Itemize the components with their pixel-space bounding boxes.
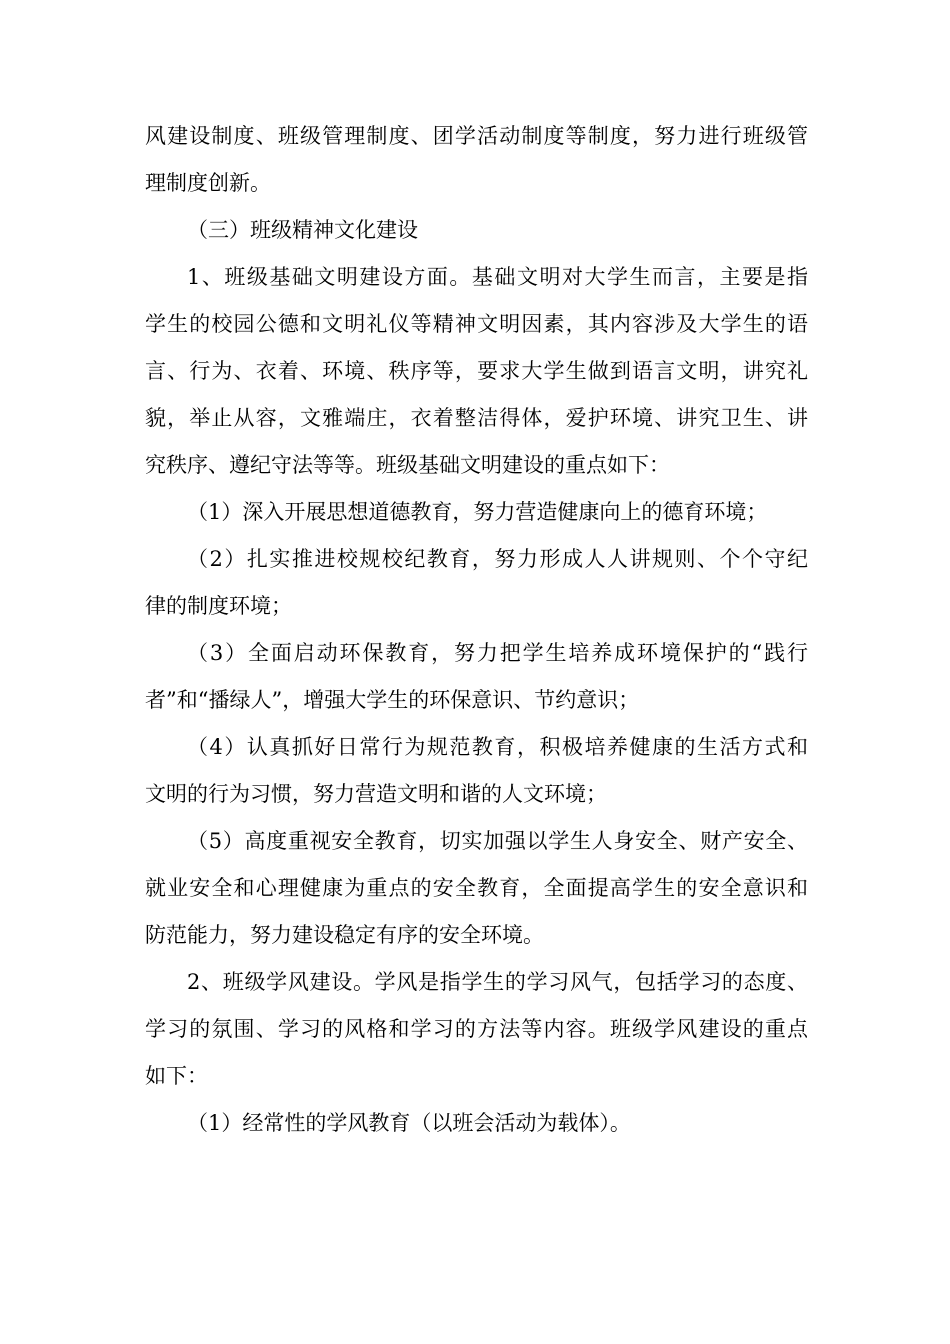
- document-body: [145, 113, 808, 1147]
- text-line: 文明的行为习惯，努力营造文明和谐的人文环境；: [145, 782, 607, 806]
- text-line: 学生的校园公德和文明礼仪等精神文明因素，其内容涉及大学生的语: [145, 312, 808, 336]
- list-item-1: [145, 489, 808, 536]
- text-line: 学习的氛围、学习的风格和学习的方法等内容。班级学风建设的重点: [145, 1017, 808, 1041]
- text-line: 律的制度环境；: [145, 594, 292, 618]
- text-line: （5）高度重视安全教育，切实加强以学生人身安全、财产安全、: [187, 829, 808, 853]
- text-line: 理制度创新。: [145, 171, 271, 195]
- list-item-3: [145, 630, 808, 724]
- text-line: 1、班级基础文明建设方面。基础文明对大学生而言，主要是指: [187, 265, 808, 289]
- list-item-2: [145, 536, 808, 630]
- text-line: 风建设制度、班级管理制度、团学活动制度等制度，努力进行班级管: [145, 124, 808, 148]
- paragraph-study-style: [145, 959, 808, 1100]
- list-item-4: [145, 724, 808, 818]
- text-line: 究秩序、遵纪守法等等。班级基础文明建设的重点如下：: [145, 453, 670, 477]
- text-line: 言、行为、衣着、环境、秩序等，要求大学生做到语言文明，讲究礼: [145, 359, 808, 383]
- text-line: （1）经常性的学风教育（以班会活动为载体）。: [187, 1111, 631, 1135]
- paragraph-regulations-continued: [145, 113, 808, 207]
- list-item-5: [145, 818, 808, 959]
- text-line: 防范能力，努力建设稳定有序的安全环境。: [145, 923, 544, 947]
- section-heading-spirit-culture: [145, 207, 808, 254]
- text-line: 者”和“播绿人”，增强大学生的环保意识、节约意识；: [145, 688, 640, 712]
- text-line: （4）认真抓好日常行为规范教育，积极培养健康的生活方式和: [187, 735, 808, 759]
- section-heading: （三）班级精神文化建设: [187, 218, 418, 242]
- text-line: 就业安全和心理健康为重点的安全教育，全面提高学生的安全意识和: [145, 876, 808, 900]
- list-item-study-1: [145, 1100, 808, 1147]
- text-line: （3）全面启动环保教育，努力把学生培养成环境保护的“践行: [187, 641, 808, 665]
- text-line: 如下：: [145, 1064, 208, 1088]
- text-line: （2）扎实推进校规校纪教育，努力形成人人讲规则、个个守纪: [187, 547, 808, 571]
- paragraph-basic-civility: [145, 254, 808, 489]
- text-line: 貌，举止从容，文雅端庄，衣着整洁得体，爱护环境、讲究卫生、讲: [145, 406, 808, 430]
- text-line: 2、班级学风建设。学风是指学生的学习风气，包括学习的态度、: [187, 970, 808, 994]
- text-line: （1）深入开展思想道德教育，努力营造健康向上的德育环境；: [187, 500, 768, 524]
